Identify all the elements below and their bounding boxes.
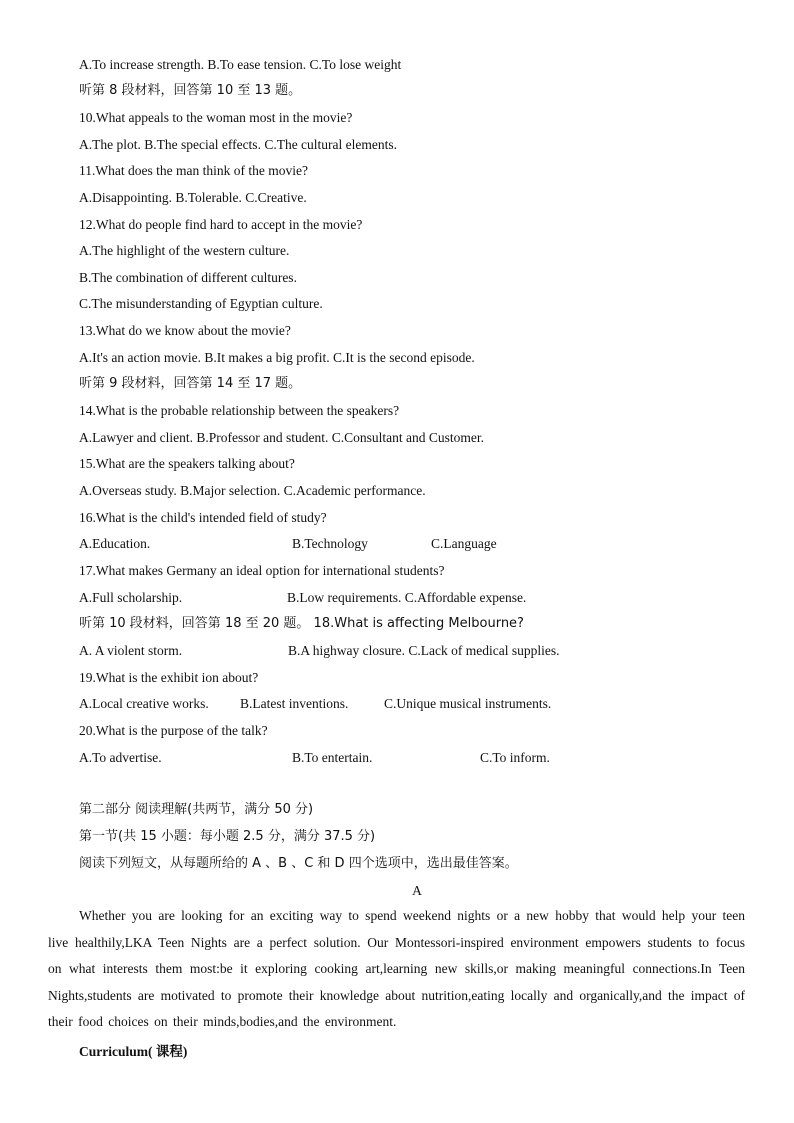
passage-label: A xyxy=(412,883,422,898)
answer-options-14: A.Lawyer and client. B.Professor and student. C.Consultant and Customer. xyxy=(79,430,484,445)
option-b: B.Latest inventions. xyxy=(240,696,349,711)
option-a: A.Full scholarship. xyxy=(79,590,183,605)
question-13: 13.What do we know about the movie? xyxy=(79,323,291,338)
question-16: 16.What is the child's intended field of study? xyxy=(79,510,327,525)
option-a: A.To advertise. xyxy=(79,750,162,765)
answer-option-12c: C.The misunderstanding of Egyptian culture. xyxy=(79,296,323,311)
question-10: 10.What appeals to the woman most in the movie? xyxy=(79,110,353,125)
option-c: C.Unique musical instruments. xyxy=(384,696,552,711)
question-20: 20.What is the purpose of the talk? xyxy=(79,723,268,738)
part-two-heading: 第二部分 阅读理解(共两节，满分 50 分) xyxy=(79,802,314,817)
question-12: 12.What do people find hard to accept in the movie? xyxy=(79,217,363,232)
option-b: B.To entertain. xyxy=(292,750,373,765)
section-instruction-8: 听第 8 段材料，回答第 10 至 13 题。 xyxy=(79,83,302,98)
option-a: A. A violent storm. xyxy=(79,643,183,658)
question-11: 11.What does the man think of the movie? xyxy=(79,163,308,178)
question-15: 15.What are the speakers talking about? xyxy=(79,456,295,471)
option-c: C.To inform. xyxy=(480,750,550,765)
section-instruction-10-and-question-18: 听第 10 段材料，回答第 18 至 20 题。 18.What is affecting Melbourne? xyxy=(79,616,524,631)
question-17: 17.What makes Germany an ideal option for international students? xyxy=(79,563,445,578)
passage-paragraph: Whether you are looking for an exciting way to spend weekend nights or a new hobby that would help your teen live healthily,LKA Teen Nights are a perfect solution. Our Montessori-inspired environment empowers students to focus on what interests them most:be it exploring cooking art,learning new skills,or making meaningful connections.In Teen Nights,students are motivated to promote their knowledge about nutrition,eating locally and organically,and the impact of their food choices on their minds,bodies,and the environment. xyxy=(48,908,745,1030)
question-19: 19.What is the exhibit ion about? xyxy=(79,670,259,685)
section-one-heading: 第一节(共 15 小题：每小题 2.5 分，满分 37.5 分) xyxy=(79,829,376,844)
option-b: B.Technology xyxy=(292,536,368,551)
question-14: 14.What is the probable relationship between the speakers? xyxy=(79,403,400,418)
answer-options-11: A.Disappointing. B.Tolerable. C.Creative. xyxy=(79,190,307,205)
option-b-c: B.Low requirements. C.Affordable expense. xyxy=(287,590,527,605)
answer-options-9: A.To increase strength. B.To ease tension. C.To lose weight xyxy=(79,57,402,72)
answer-options-13: A.It's an action movie. B.It makes a big profit. C.It is the second episode. xyxy=(79,350,475,365)
section-instruction-9: 听第 9 段材料，回答第 14 至 17 题。 xyxy=(79,376,302,391)
reading-instructions: 阅读下列短文，从每题所给的 A 、B 、C 和 D 四个选项中，选出最佳答案。 xyxy=(79,856,518,871)
option-a: A.Education. xyxy=(79,536,151,551)
answer-option-12b: B.The combination of different cultures. xyxy=(79,270,297,285)
option-b-c: B.A highway closure. C.Lack of medical supplies. xyxy=(288,643,560,658)
answer-options-15: A.Overseas study. B.Major selection. C.Academic performance. xyxy=(79,483,426,498)
answer-options-10: A.The plot. B.The special effects. C.The cultural elements. xyxy=(79,137,398,152)
option-c: C.Language xyxy=(431,536,497,551)
option-a: A.Local creative works. xyxy=(79,696,209,711)
answer-option-12a: A.The highlight of the western culture. xyxy=(79,243,290,258)
curriculum-heading: Curriculum( 课程) xyxy=(79,1044,188,1059)
